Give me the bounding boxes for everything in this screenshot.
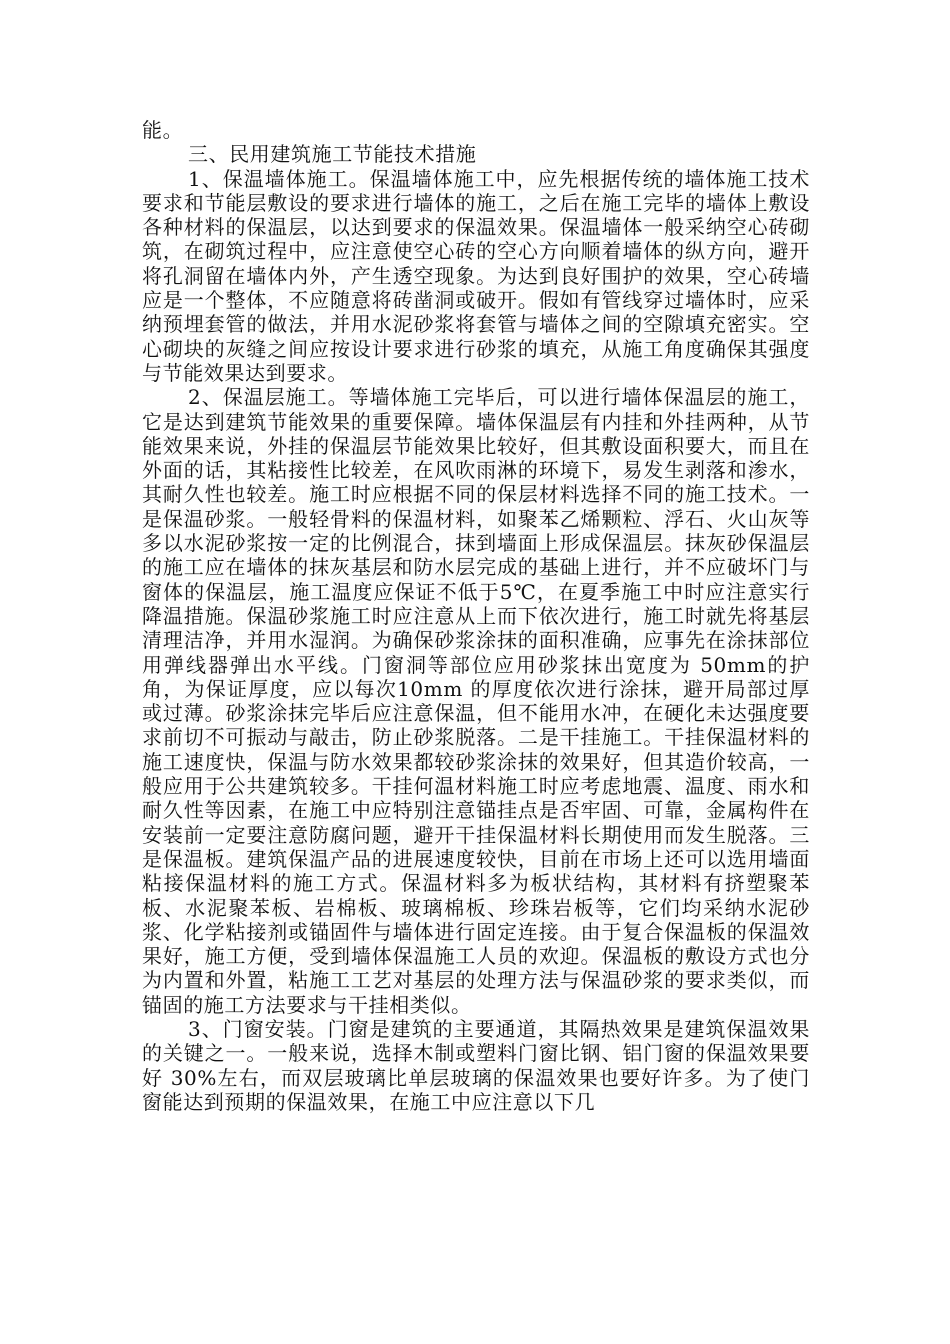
document-page <box>142 118 810 1114</box>
paragraph-insulation-layer: 2、保温层施工。等墙体施工完毕后，可以进行墙体保温层的施工，它是达到建筑节能效果的重要保障。墙体保温层有内挂和外挂两种，从节能效果来说，外挂的保温层节能效果比较好，但其敷设面积要大，而且在外面的话，其粘接性比较差，在风吹雨淋的环境下，易发生剥落和渗水，其耐久性也较差。施工时应根据不同的保层材料选择不同的施工技术。一是保温砂浆。一般轻骨料的保温材料，如聚苯乙烯颗粒、浮石、火山灰等多以水泥砂浆按一定的比例混合，抹到墙面上形成保温层。抹灰砂保温层的施工应在墙体的抹灰基层和防水层完成的基础上进行，并不应破坏门与窗体的保温层，施工温度应保证不低于5℃，在夏季施工中时应注意实行降温措施。保温砂浆施工时应注意从上而下依次进行，施工时就先将基层清理洁净，并用水湿润。为确保砂浆涂抹的面积准确，应事先在涂抹部位用弹线器弹出水平线。门窗洞等部位应用砂浆抹出宽度为 50mm的护角，为保证厚度，应以每次10mm 的厚度依次进行涂抹，避开局部过厚或过薄。砂浆涂抹完毕后应注意保温，但不能用水冲，在硬化未达强度要求前切不可振动与敲击，防止砂浆脱落。二是干挂施工。干挂保温材料的施工速度快，保温与防水效果都较砂浆涂抹的效果好，但其造价较高，一般应用于公共建筑较多。干挂何温材料施工时应考虑地震、温度、雨水和耐久性等因素，在施工中应特别注意锚挂点是否牢固、可靠，金属构件在安装前一定要注意防腐问题，避开干挂保温材料长期使用而发生脱落。三是保温板。建筑保温产品的进展速度较快，目前在市场上还可以选用墙面粘接保温材料的施工方式。保温材料多为板状结构，其材料有挤塑聚苯板、水泥聚苯板、岩棉板、玻璃棉板、珍珠岩板等，它们均采纳水泥砂浆、化学粘接剂或锚固件与墙体进行固定连接。由于复合保温板的保温效果好，施工方便，受到墙体保温施工人员的欢迎。保温板的敷设方式也分为内置和外置，粘施工工艺对基层的处理方法与保温砂浆的要求类似，而锚固的施工方法要求与干挂相类似。 <box>142 385 810 1017</box>
paragraph-wall-construction: 1、保温墙体施工。保温墙体施工中，应先根据传统的墙体施工技术要求和节能层敷设的要求进行墙体的施工，之后在施工完毕的墙体上敷设各种材料的保温层，以达到要求的保温效果。保温墙体一般采纳空心砖砌筑，在砌筑过程中，应注意使空心砖的空心方向顺着墙体的纵方向，避开将孔洞留在墙体内外，产生透空现象。为达到良好围护的效果，空心砖墙应是一个整体，不应随意将砖凿洞或破开。假如有管线穿过墙体时，应采纳预埋套管的做法，并用水泥砂浆将套管与墙体之间的空隙填充密实。空心砌块的灰缝之间应按设计要求进行砂浆的填充，从施工角度确保其强度与节能效果达到要求。 <box>142 166 810 385</box>
paragraph-continuation: 能。 <box>142 118 184 142</box>
paragraph-door-window: 3、门窗安装。门窗是建筑的主要通道，其隔热效果是建筑保温效果的关键之一。一般来说，选择木制或塑料门窗比钢、铝门窗的保温效果要好 30%左右，而双层玻璃比单层玻璃的保温效果也要好许多。为了使门窗能达到预期的保温效果，在施工中应注意以下几 <box>142 1016 810 1114</box>
section-heading: 三、民用建筑施工节能技术措施 <box>188 142 477 167</box>
